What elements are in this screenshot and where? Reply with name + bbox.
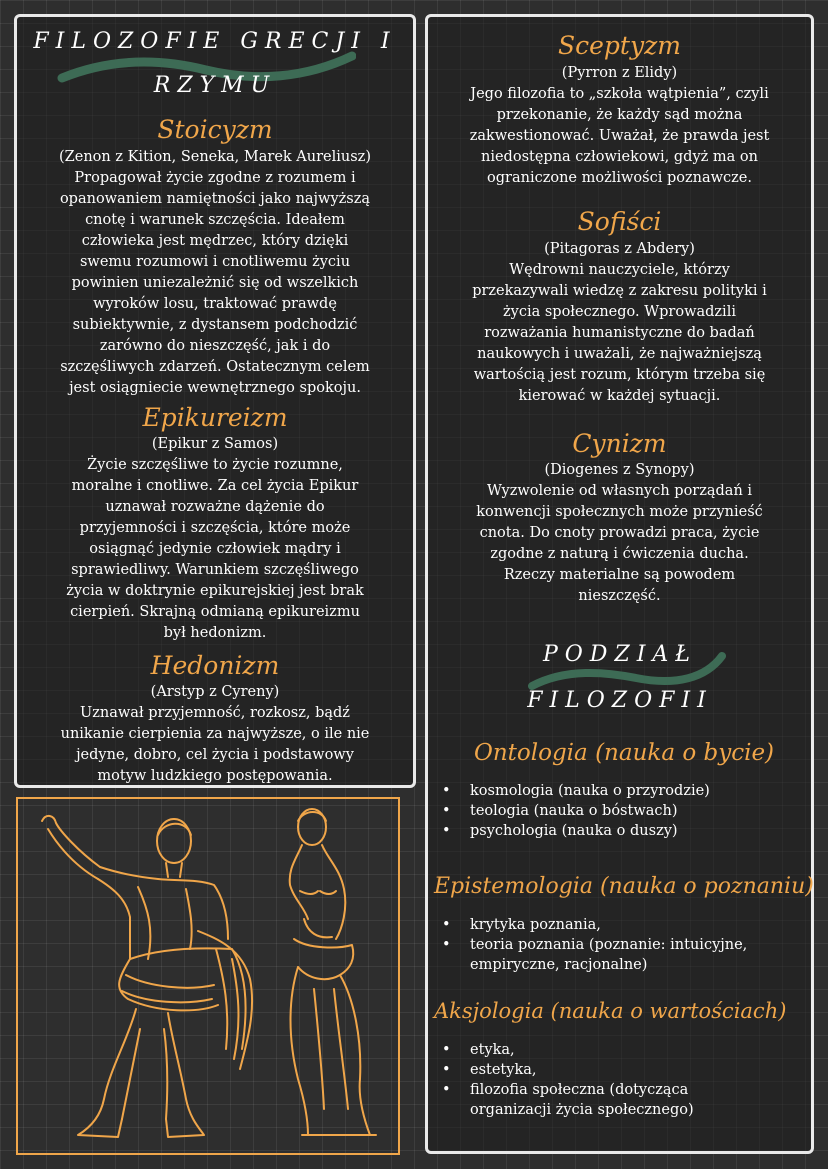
section-cynizm xyxy=(429,430,810,607)
text-line: subiektywnie, z dystansem podchodzić xyxy=(72,317,358,333)
text-line: rozważania humanistyczne do badań xyxy=(484,325,755,341)
authors-epikureizm: (Epikur z Samos) xyxy=(151,436,279,452)
text-line: Uznawał przyjemność, rozkosz, bądź xyxy=(80,705,350,721)
text-line: cnota. Do cnoty prowadzi praca, życie xyxy=(479,525,760,541)
authors-cynizm: (Diogenes z Synopy) xyxy=(544,462,695,478)
list-item: • krytyka poznania, xyxy=(440,915,780,935)
text-line: Wędrowni nauczyciele, którzy xyxy=(509,262,730,278)
text-line: swemu rozumowi i cnotliwemu życiu xyxy=(79,254,351,270)
text-line: Życie szczęśliwe to życie rozumne, xyxy=(87,457,343,473)
heading-stoicyzm: Stoicyzm xyxy=(157,115,273,144)
text-line: jedyne, dobro, cel życia i podstawowy xyxy=(76,747,354,763)
section-stoicyzm xyxy=(18,116,412,399)
heading-sofisci: Sofiści xyxy=(577,207,662,236)
text-line: człowieka jest mędrzec, który dzięki xyxy=(81,233,349,249)
text-line: osiągnąć jedynie człowiek mądry i xyxy=(89,541,341,557)
text-line: szczęśliwych zdarzeń. Ostatecznym celem xyxy=(60,359,370,375)
heading-hedonizm: Hedonizm xyxy=(150,651,280,680)
list-item: • filozofia społeczna (dotycząca organizacji życia społecznego) xyxy=(440,1080,770,1120)
text-line: przekonanie, że każdy sąd można xyxy=(496,107,743,123)
section-sceptyzm xyxy=(429,32,810,189)
heading-epistemologia: Epistemologia (nauka o poznaniu) xyxy=(434,874,814,899)
list-epistemologia xyxy=(440,915,780,975)
heading-aksjologia: Aksjologia (nauka o wartościach) xyxy=(434,999,787,1023)
text-line: Jego filozofia to „szkoła wątpienia”, czyli xyxy=(470,86,769,102)
section-epikureizm xyxy=(18,404,412,644)
authors-stoicyzm: (Zenon z Kition, Seneka, Marek Aureliusz) xyxy=(59,149,371,165)
text-line: zarówno do nieszczęść, jak i do xyxy=(99,338,331,354)
text-line: zakwestionować. Uważał, że prawda jest xyxy=(469,128,770,144)
authors-sofisci: (Pitagoras z Abdery) xyxy=(544,241,695,257)
page-title-line2: RZYMU xyxy=(153,73,277,98)
text-line: opanowaniem namiętności jako najwyższą xyxy=(59,191,371,207)
text-line: życia w doktrynie epikurejskiej jest brak xyxy=(66,583,364,599)
heading-epikureizm: Epikureizm xyxy=(142,403,288,432)
text-line: cierpień. Skrajną odmianą epikureizmu xyxy=(70,604,360,620)
page-title-line1: FILOZOFIE GRECJI I xyxy=(33,29,397,54)
section-sofisci xyxy=(429,208,810,407)
heading-cynizm: Cynizm xyxy=(572,429,667,458)
text-line: niedostępna człowiekowi, gdyż ma on xyxy=(481,149,758,165)
podzial-title-line2: FILOZOFII xyxy=(527,688,713,713)
text-line: konwencji społecznych może przynieść xyxy=(476,504,763,520)
list-item: • teoria poznania (poznanie: intuicyjne, empiryczne, racjonalne) xyxy=(440,935,780,975)
list-ontologia xyxy=(440,781,800,841)
section-hedonizm xyxy=(18,652,412,787)
text-line: powinien uniezależnić się od wszelkich xyxy=(71,275,359,291)
text-line: zgodne z naturą i ćwiczenia ducha. xyxy=(490,546,749,562)
page-title xyxy=(20,20,410,108)
text-line: jest osiągniecie wewnętrznego spokoju. xyxy=(69,380,361,396)
list-item: • psychologia (nauka o duszy) xyxy=(440,821,800,841)
statue-frame xyxy=(16,797,400,1155)
text-line: sprawiedliwy. Warunkiem szczęśliwego xyxy=(71,562,359,578)
text-line: kierować w każdej sytuacji. xyxy=(518,388,721,404)
text-line: Wyzwolenie od własnych porządań i xyxy=(486,483,753,499)
statues-illustration xyxy=(18,799,398,1153)
list-item: • kosmologia (nauka o przyrodzie) xyxy=(440,781,800,801)
heading-ontologia: Ontologia (nauka o bycie) xyxy=(474,740,775,766)
text-line: unikanie cierpienia za najwyższe, o ile nie xyxy=(60,726,370,742)
text-line: Propagował życie zgodne z rozumem i xyxy=(74,170,356,186)
text-line: przyjemności i szczęścia, które może xyxy=(79,520,351,536)
list-item: • estetyka, xyxy=(440,1060,770,1080)
authors-sceptyzm: (Pyrron z Elidy) xyxy=(561,65,678,81)
text-line: motyw ludzkiego postępowania. xyxy=(97,768,333,784)
text-line: cnotę i warunek szczęścia. Ideałem xyxy=(85,212,345,228)
list-item: • teologia (nauka o bóstwach) xyxy=(440,801,800,821)
augustus-statue xyxy=(42,816,252,1137)
venus-statue xyxy=(290,809,376,1135)
list-aksjologia xyxy=(440,1040,770,1120)
heading-sceptyzm: Sceptyzm xyxy=(558,31,681,60)
text-line: wartością jest rozum, którym trzeba się xyxy=(473,367,766,383)
podzial-title-line1: PODZIAŁ xyxy=(542,642,698,667)
text-line: był hedonizm. xyxy=(163,625,267,641)
authors-hedonizm: (Arstyp z Cyreny) xyxy=(150,684,280,700)
text-line: uznawał rozważne dążenie do xyxy=(105,499,325,515)
text-line: nieszczęść. xyxy=(578,588,661,604)
text-line: wyroków losu, traktować prawdę xyxy=(93,296,337,312)
podzial-title xyxy=(470,632,770,724)
text-line: życia społecznego. Wprowadzili xyxy=(503,304,736,320)
list-item: • etyka, xyxy=(440,1040,770,1060)
text-line: ograniczone możliwości poznawcze. xyxy=(487,170,752,186)
text-line: Rzeczy materialne są powodem xyxy=(503,567,736,583)
text-line: naukowych i uważali, że najważniejszą xyxy=(477,346,762,362)
text-line: przekazywali wiedzę z zakresu polityki i xyxy=(472,283,767,299)
text-line: moralne i cnotliwe. Za cel życia Epikur xyxy=(71,478,359,494)
